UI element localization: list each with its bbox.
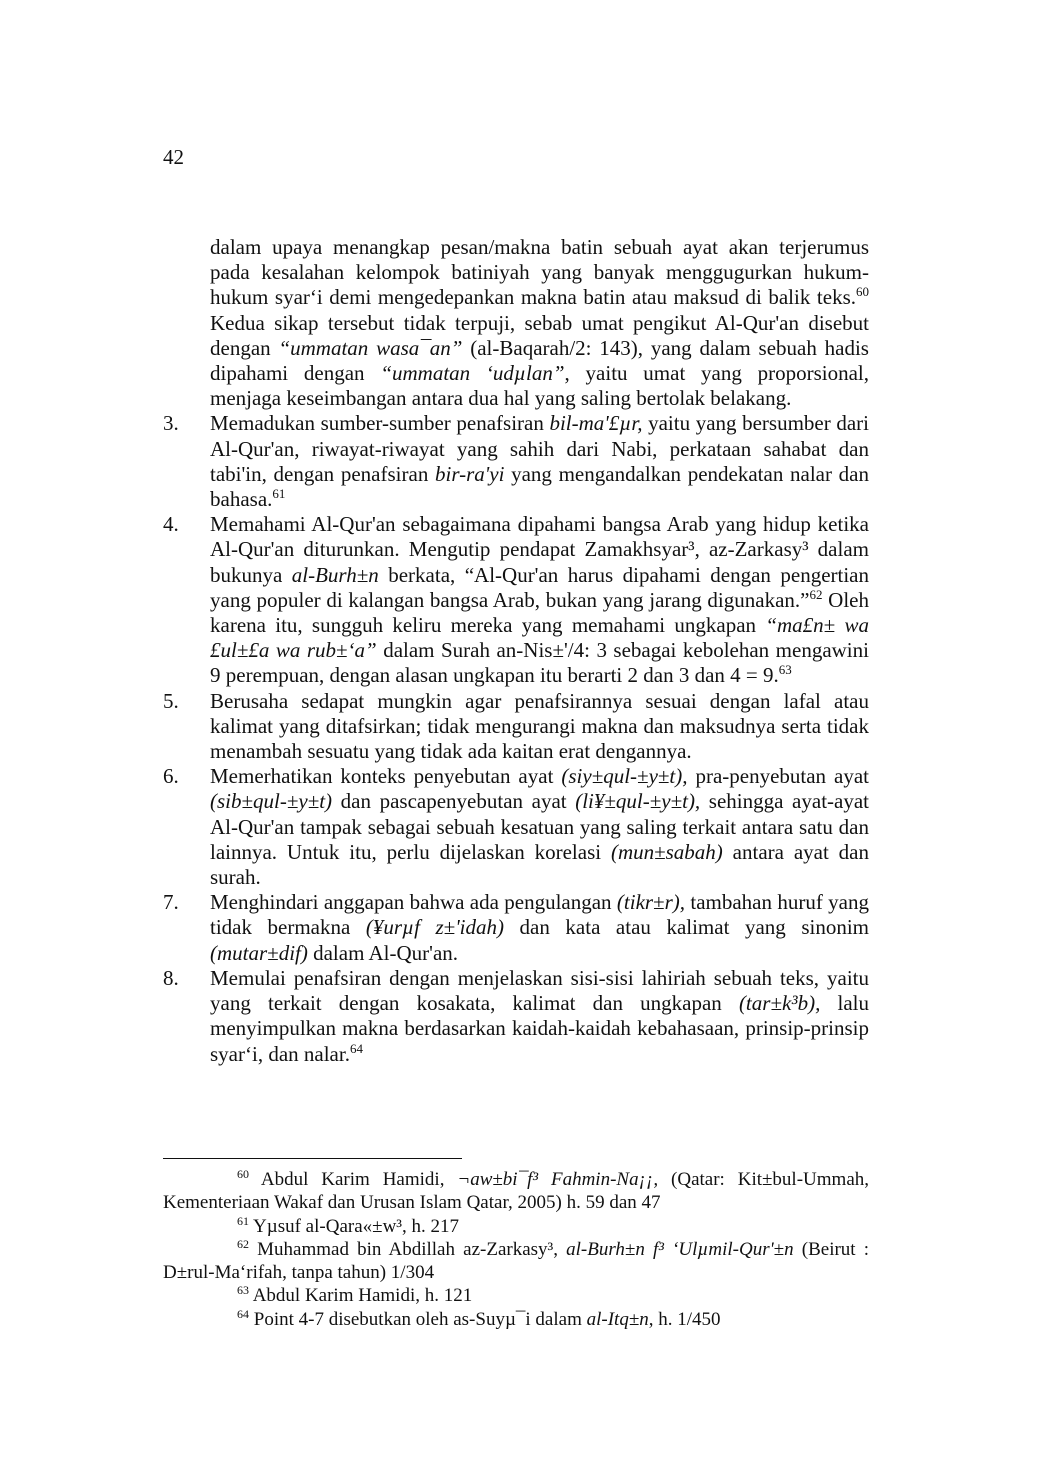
- text-run: dalam Al-Qur'an.: [307, 940, 459, 965]
- item-number: 4.: [163, 512, 179, 537]
- text-run: Abdul Karim Hamidi,: [249, 1169, 458, 1190]
- text-run: pra-penyebutan ayat: [687, 764, 869, 789]
- text-run: , h. 1/450: [648, 1308, 721, 1330]
- italic-term: “ummatan ‘udµlan”: [380, 361, 565, 386]
- footnote-ref-62[interactable]: 62: [809, 586, 823, 602]
- text-run: berkata, “Al-Qur'an harus dipahami dengan pengertian yang populer di kalangan bangsa Arab, bukan yang jarang digunakan.”: [210, 562, 869, 612]
- text-run: Memadukan sumber-sumber penafsiran: [210, 411, 550, 436]
- text-run: Muhammad bin Abdillah az-Zarkasy³,: [249, 1238, 567, 1260]
- italic-term: al-Burh±n: [291, 562, 379, 587]
- text-run: tambahan huruf yang tidak bermakna: [210, 890, 869, 940]
- text-run: yaitu yang bersumber dari Al-Qur'an, riwayat-riwayat yang sahih dari Nabi, perkataan sahabat dan tabi'in, dengan penafsiran: [210, 411, 870, 486]
- text-run: Kedua sikap tersebut tidak terpuji, sebab umat pengikut Al-Qur'an disebut dengan: [210, 310, 869, 360]
- text-run: dalam upaya menangkap pesan/makna batin sebuah ayat akan terjerumus pada kesalahan kelompok batiniyah yang banyak menggugurkan hukum-hukum syar‘i demi mengedepankan makna batin atau maksud di balik teks.: [210, 235, 869, 310]
- footnote-64: [163, 1308, 869, 1331]
- text-run: dan kata atau kalimat yang sinonim: [504, 915, 869, 940]
- list-item-6: [163, 764, 869, 890]
- list-item-3: [163, 411, 869, 512]
- italic-term: bir-ra'yi: [435, 461, 505, 486]
- main-text: [163, 235, 869, 1067]
- text-run: dan pascapenyebutan ayat: [332, 789, 576, 814]
- footnote-62: [163, 1238, 869, 1285]
- item-number: 3.: [163, 411, 179, 436]
- text-run: Abdul Karim Hamidi, h. 121: [249, 1285, 473, 1307]
- italic-term: ¬aw±bi¯f³ Fahmin-Na¡¡,: [457, 1169, 659, 1190]
- italic-term: (tikr±r),: [616, 890, 686, 915]
- text-run: Point 4-7 disebutkan oleh as-Suyµ¯i dalam: [249, 1308, 587, 1330]
- footnote-divider: [163, 1158, 462, 1159]
- italic-term: al-Burh±n f³ ‘Ulµmil-Qur'±n: [566, 1238, 794, 1260]
- text-run: (al-Baqarah/2: 143), yang dalam sebuah hadis dipahami dengan: [210, 335, 869, 386]
- footnote-number: 63: [237, 1283, 249, 1298]
- item-number: 5.: [163, 688, 179, 713]
- text-run: yang mengandalkan pendekatan nalar dan bahasa.: [210, 461, 869, 512]
- footnote-ref-63[interactable]: 63: [778, 662, 792, 678]
- italic-term: (mutar±dif): [210, 940, 308, 965]
- italic-term: “ummatan wasa¯an”: [278, 335, 463, 360]
- list-item-7: [163, 890, 869, 966]
- item-number: 8.: [163, 965, 179, 990]
- footnote-61: [163, 1215, 869, 1238]
- text-run: Berusaha sedapat mungkin agar penafsirannya sesuai dengan lafal atau kalimat yang ditafsirkan; tidak mengurangi makna dan maksudnya serta tidak menambah sesuatu yang tidak ada kaitan erat dengannya.: [210, 688, 869, 764]
- item-number: 6.: [163, 764, 179, 789]
- footnote-63: [163, 1284, 869, 1307]
- intro-paragraph: [210, 235, 869, 411]
- footnote-ref-64[interactable]: 64: [349, 1040, 363, 1056]
- text-run: , yaitu umat yang proporsional, menjaga keseimbangan antara dua hal yang saling bertolak belakang.: [210, 361, 870, 411]
- page-number: 42: [163, 145, 184, 169]
- list-item-5: [163, 689, 869, 765]
- italic-term: (siy±qul-±y±t),: [561, 764, 688, 789]
- text-run: Menghindari anggapan bahwa ada pengulangan: [210, 890, 617, 915]
- text-run: sehingga ayat-ayat Al-Qur'an tampak sebagai sebuah kesatuan yang saling terkait antara satu dan lainnya. Untuk itu, perlu dijelaskan korelasi: [210, 789, 869, 864]
- italic-term: al-Itq±n: [586, 1308, 649, 1330]
- italic-term: (sib±qul-±y±t): [210, 789, 333, 814]
- footnote-number: 61: [237, 1213, 249, 1228]
- footnote-number: 64: [237, 1306, 249, 1321]
- italic-term: (¥urµf z±'idah): [365, 915, 505, 940]
- italic-term: bil-ma'£µr,: [549, 411, 643, 436]
- text-run: Memerhatikan konteks penyebutan ayat: [210, 764, 562, 789]
- footnote-number: 60: [237, 1167, 249, 1181]
- footnotes: [163, 1168, 869, 1331]
- italic-term: (li¥±qul-±y±t),: [575, 789, 701, 814]
- text-run: antara ayat dan surah.: [210, 839, 869, 890]
- text-run: Memulai penafsiran dengan menjelaskan sisi-sisi lahiriah sebuah teks, yaitu yang terkait dengan kosakata, kalimat dan ungkapan: [210, 965, 869, 1016]
- footnote-ref-60[interactable]: 60: [856, 284, 869, 300]
- text-run: lalu menyimpulkan makna berdasarkan kaidah-kaidah kebahasaan, prinsip-prinsip syar‘i, dan nalar.: [210, 991, 869, 1066]
- text-run: (Qatar: Kit±bul-Ummah, Kementeriaan Wakaf dan Urusan Islam Qatar, 2005) h. 59 dan 47: [163, 1169, 870, 1214]
- item-number: 7.: [163, 890, 179, 915]
- numbered-list: [163, 411, 869, 1066]
- text-run: dalam Surah an-Nis±'/4: 3 sebagai kebolehan mengawini 9 perempuan, dengan alasan ungkapan itu berarti 2 dan 3 dan 4 = 9.: [210, 638, 869, 688]
- list-item-4: [163, 512, 869, 688]
- italic-term: (tar±k³b),: [738, 991, 821, 1016]
- text-run: Yµsuf al-Qara«±w³, h. 217: [249, 1215, 459, 1237]
- text-run: Oleh karena itu, sungguh keliru mereka yang memahami ungkapan: [210, 587, 869, 638]
- footnote-number: 62: [237, 1236, 249, 1251]
- text-run: (Beirut : D±rul-Ma‘rifah, tanpa tahun) 1/304: [163, 1238, 870, 1284]
- footnote-60: [163, 1168, 869, 1215]
- text-run: Memahami Al-Qur'an sebagaimana dipahami bangsa Arab yang hidup ketika Al-Qur'an diturunkan. Mengutip pendapat Zamakhsyar³, az-Zarkasy³ dalam bukunya: [210, 512, 869, 587]
- footnote-ref-61[interactable]: 61: [272, 486, 286, 502]
- italic-term: (mun±sabah): [610, 839, 723, 864]
- list-item-8: [163, 966, 869, 1067]
- italic-term: “ma£n± wa £ul±£a wa rub±‘a”: [210, 613, 869, 663]
